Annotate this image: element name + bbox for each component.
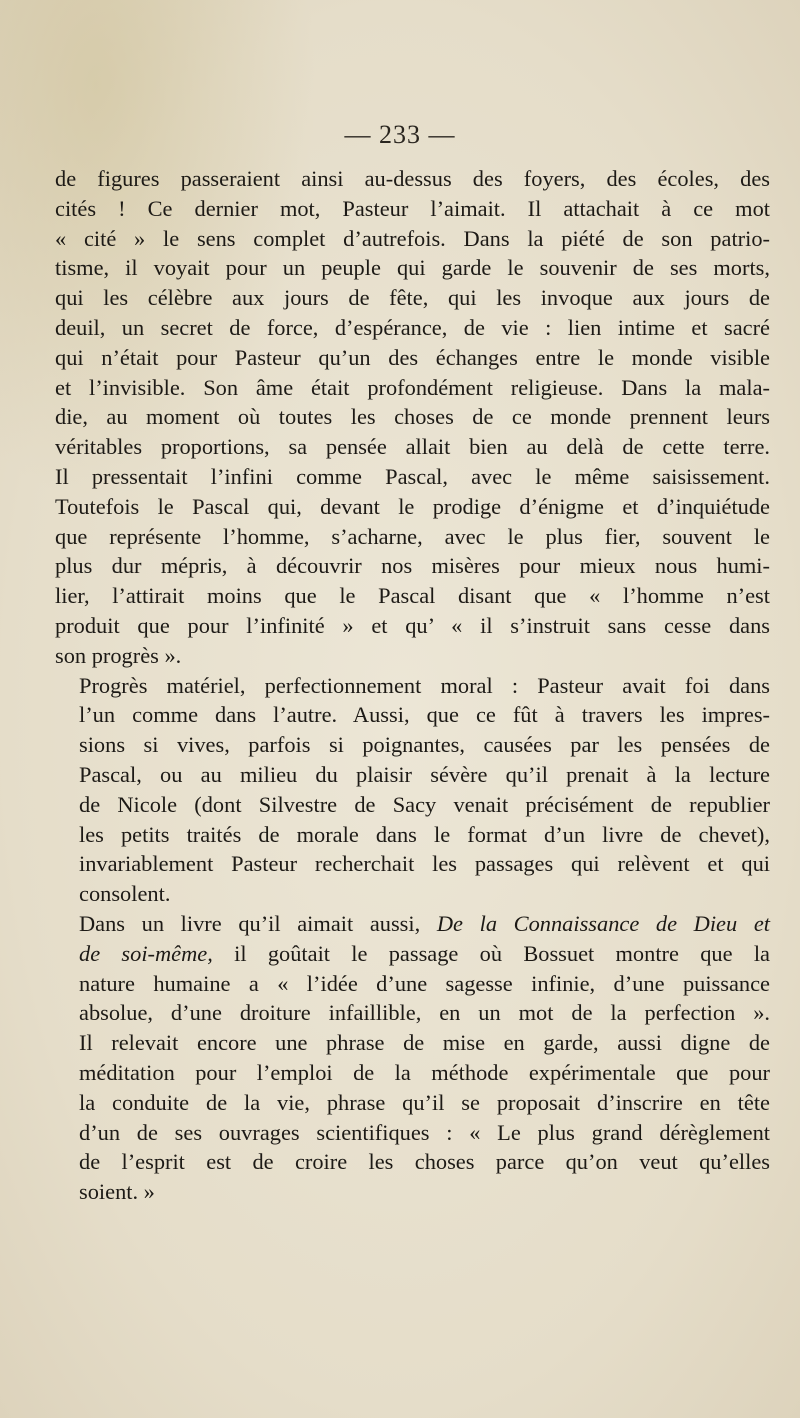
text-line: d’un de ses ouvrages scientifiques : « Le plus grand dérèglement (79, 1119, 770, 1145)
text-line: son progrès ». (55, 642, 182, 668)
text-line: Progrès matériel, perfectionnement moral : Pasteur avait foi dans (79, 672, 770, 698)
text-line: consolent. (79, 881, 171, 907)
text-line: die, au moment où toutes les choses de ce monde prennent leurs (55, 404, 770, 430)
text-line: les petits traités de morale dans le format d’un livre de chevet), (79, 821, 770, 847)
text-line: plus dur mépris, à découvrir nos misères pour mieux nous humi- (55, 553, 770, 579)
text-fragment: Dans un livre qu’il aimait aussi, (79, 910, 421, 936)
text-line: « cité » le sens complet d’autrefois. Dans la piété de son patrio- (55, 225, 770, 251)
page-number: — 233 — (344, 120, 456, 149)
text-line: de l’esprit est de croire les choses parce qu’on veut qu’elles (79, 1149, 770, 1175)
text-line: et l’invisible. Son âme était profondément religieuse. Dans la mala- (55, 374, 770, 400)
paragraph-1 (55, 164, 770, 671)
paragraph-2 (55, 671, 770, 909)
text-line: nature humaine a « l’idée d’une sagesse infinie, d’une puissance (79, 970, 770, 996)
text-line: Pascal, ou au milieu du plaisir sévère qu’il prenait à la lecture (79, 761, 770, 787)
body-text (55, 164, 770, 1207)
text-line: de Nicole (dont Silvestre de Sacy venait précisément de republier (79, 791, 770, 817)
text-line: soient. » (79, 1179, 155, 1205)
text-line: absolue, d’une droiture infaillible, en un mot de la perfection ». (79, 1000, 770, 1026)
text-line: lier, l’attirait moins que le Pascal disant que « l’homme n’est (55, 583, 770, 609)
text-line: de figures passeraient ainsi au-dessus des foyers, des écoles, des (55, 166, 770, 191)
text-line: invariablement Pasteur recherchait les passages qui relèvent et qui (79, 851, 770, 877)
text-line: Il pressentait l’infini comme Pascal, avec le même saisissement. (55, 463, 770, 489)
text-line (55, 909, 770, 939)
text-line: sions si vives, parfois si poignantes, causées par les pensées de (79, 732, 770, 758)
text-line: que représente l’homme, s’acharne, avec le plus fier, souvent le (55, 523, 770, 549)
paragraph-3 (55, 909, 770, 1207)
book-title-fragment: De la Connaissance de Dieu et (436, 910, 770, 936)
text-line: qui les célèbre aux jours de fête, qui les invoque aux jours de (55, 285, 770, 311)
text-fragment: il goûtait le passage où Bossuet montre que la (234, 940, 770, 966)
text-line: véritables proportions, sa pensée allait bien au delà de cette terre. (55, 434, 770, 460)
text-line: la conduite de la vie, phrase qu’il se proposait d’inscrire en tête (79, 1089, 770, 1115)
text-line: deuil, un secret de force, d’espérance, de vie : lien intime et sacré (55, 314, 770, 340)
book-title-fragment: de soi-même, (79, 940, 213, 966)
text-line: méditation pour l’emploi de la méthode expérimentale que pour (79, 1059, 770, 1085)
text-line: tisme, il voyait pour un peuple qui garde le souvenir de ses morts, (55, 255, 770, 281)
text-line: produit que pour l’infinité » et qu’ « il s’instruit sans cesse dans (55, 612, 770, 638)
text-line: qui n’était pour Pasteur qu’un des échanges entre le monde visible (55, 344, 770, 370)
text-line: Il relevait encore une phrase de mise en garde, aussi digne de (79, 1030, 770, 1056)
text-line (55, 939, 770, 969)
text-line: Toutefois le Pascal qui, devant le prodige d’énigme et d’inquiétude (55, 493, 770, 519)
text-line: cités ! Ce dernier mot, Pasteur l’aimait. Il attachait à ce mot (55, 195, 770, 221)
text-line: l’un comme dans l’autre. Aussi, que ce fût à travers les impres- (79, 702, 770, 728)
